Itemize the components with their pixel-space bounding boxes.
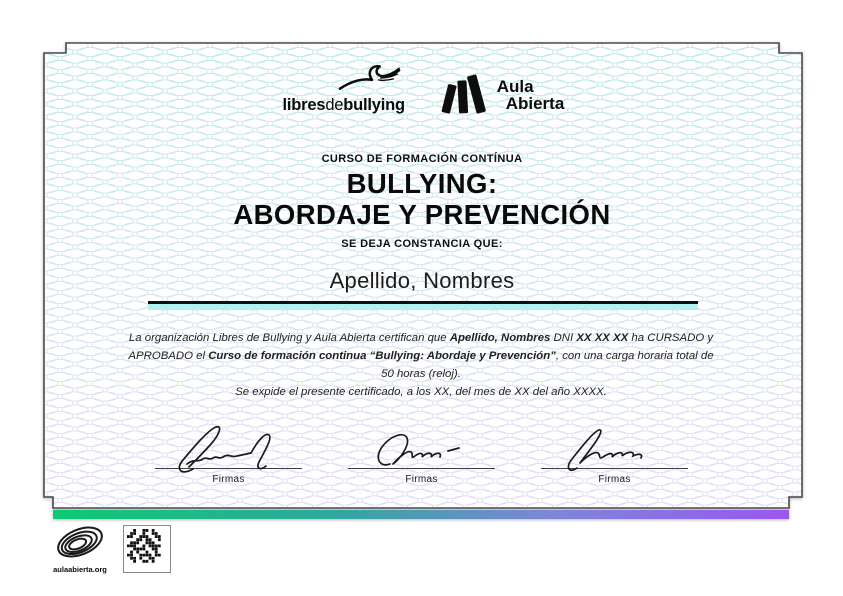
- course-title-line2: ABORDAJE Y PREVENCIÓN: [233, 199, 611, 231]
- recipient-name: Apellido, Nombres: [329, 268, 515, 293]
- paragraph-bold-dni: XX XX XX: [576, 332, 629, 344]
- wordmark-de: de: [325, 96, 344, 114]
- certification-paragraph: [101, 329, 741, 401]
- wordmark-libres: libres: [282, 96, 326, 114]
- aula-line1: Aula: [496, 76, 534, 96]
- course-title-line1: BULLYING:: [346, 168, 498, 199]
- paragraph-text: , con una carga horaria total de: [555, 350, 714, 363]
- constancia-label: SE DEJA CONSTANCIA QUE:: [341, 238, 503, 250]
- signature-block-1: [155, 430, 302, 485]
- aula-line2: Abierta: [505, 94, 565, 113]
- paragraph-text: ha CURSADO y APROBADO el: [128, 332, 714, 363]
- paragraph-bold-name: Apellido, Nombres: [449, 332, 551, 344]
- wordmark-bullying: bullying: [343, 96, 405, 114]
- paragraph-hours: 50 horas (reloj).: [381, 368, 461, 381]
- aula-abierta-logo: [438, 72, 565, 118]
- paragraph-text: La organización Libres de Bullying y Aula Abierta certifican que: [128, 332, 450, 344]
- signatures-row: [0, 430, 843, 485]
- aula-abierta-wordmark: [497, 78, 565, 113]
- signature-label: Firmas: [405, 474, 438, 485]
- aulaabierta-footer-brand: [50, 523, 110, 574]
- signature-1-icon: [163, 420, 293, 472]
- name-underline-accent: [148, 304, 698, 310]
- footer-website: aulaabierta.org: [53, 565, 107, 574]
- paragraph-bold-course: Curso de formación continua “Bullying: Abordaje y Prevención”: [208, 350, 556, 363]
- signature-block-3: [541, 430, 688, 485]
- paragraph-text: DNI: [550, 332, 577, 344]
- libresdebullying-wordmark: [282, 96, 404, 115]
- qr-pattern-icon: [127, 529, 161, 563]
- signature-label: Firmas: [212, 474, 245, 485]
- signature-block-2: [348, 430, 495, 485]
- logos-row: [40, 62, 804, 118]
- course-kicker: CURSO DE FORMACIÓN CONTÍNUA: [321, 153, 523, 165]
- signature-3-icon: [549, 420, 679, 472]
- signature-2-icon: [356, 420, 486, 472]
- paragraph-issue-line: Se expide el presente certificado, a los XX, del mes de XX del año XXXX.: [235, 386, 607, 399]
- course-title: [40, 168, 804, 231]
- swallow-bird-icon: [338, 62, 402, 94]
- signature-label: Firmas: [598, 474, 631, 485]
- spiral-logo-icon: [53, 523, 107, 563]
- footer-marks: [50, 523, 171, 574]
- gradient-bar: [53, 510, 789, 519]
- libresdebullying-logo: [280, 62, 408, 115]
- books-icon: [438, 72, 488, 118]
- qr-code: [123, 525, 171, 573]
